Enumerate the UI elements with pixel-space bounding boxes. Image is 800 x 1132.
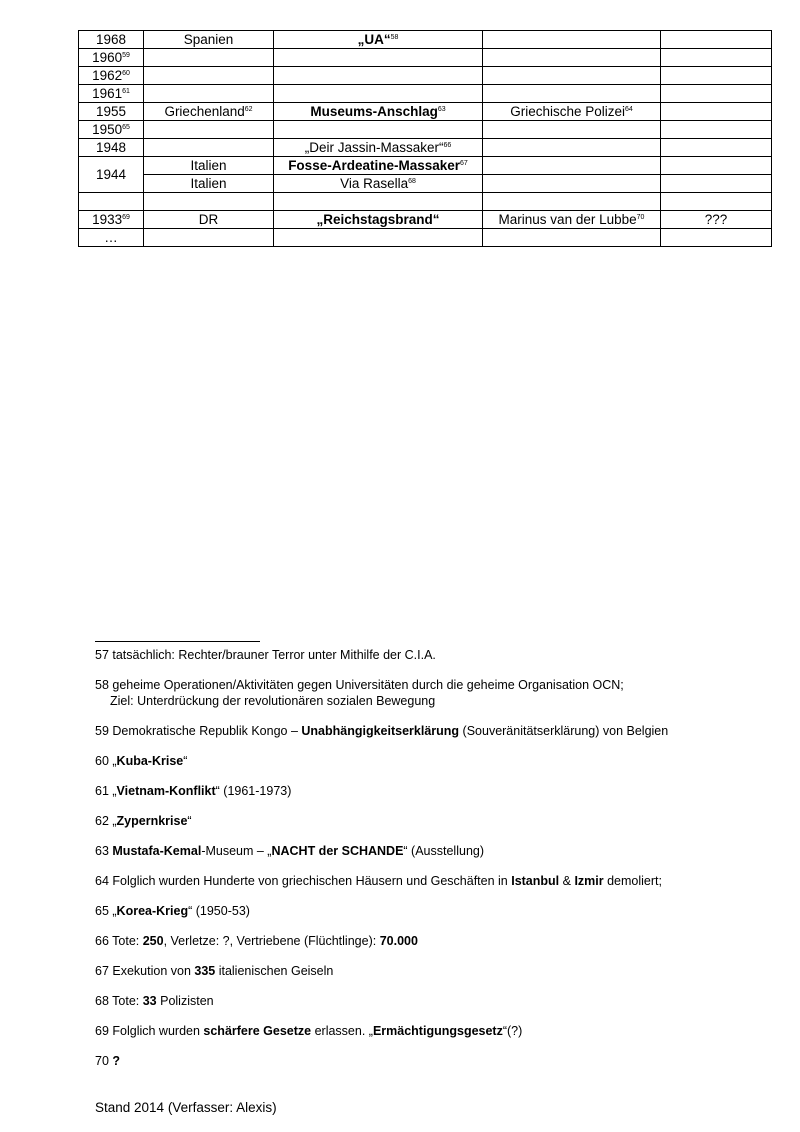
year-cell-text: 1968 (95, 32, 127, 47)
note-cell (661, 85, 772, 103)
country-cell (144, 211, 274, 229)
footnote-text: 69 Folglich wurden (95, 1024, 204, 1038)
footnote-text: -Museum – „ (201, 844, 272, 858)
note-cell (661, 193, 772, 211)
event-cell-text: „Deir Jassin-Massaker“ (304, 140, 444, 155)
footnote-text: 68 Tote: (95, 994, 143, 1008)
perpetrator-cell (483, 103, 661, 121)
footnote-text: 250 (142, 934, 164, 948)
perpetrator-cell (483, 193, 661, 211)
events-table-body (79, 31, 772, 247)
footnote-text: 33 (142, 994, 157, 1008)
table-row (79, 31, 772, 49)
footnote-text: , Verletze: ?, Vertriebene (Flüchtlinge): (163, 934, 380, 948)
table-row (79, 85, 772, 103)
footnote-text: 60 „ (95, 754, 117, 768)
note-cell (661, 139, 772, 157)
year-cell-text: 1933 (92, 212, 123, 227)
perpetrator-cell (483, 211, 661, 229)
event-cell-text: „Reichstagsbrand“ (316, 212, 440, 227)
footnote (95, 843, 785, 859)
note-cell (661, 121, 772, 139)
footnote-text: Vietnam-Konflikt (116, 784, 216, 798)
footnote-ref: 67 (460, 160, 468, 167)
perpetrator-cell (483, 85, 661, 103)
footnote-ref: 62 (244, 106, 253, 113)
footnote-text: Zypernkrise (116, 814, 188, 828)
perpetrator-cell (483, 139, 661, 157)
event-cell (274, 121, 483, 139)
footnote-ref: 59 (122, 52, 130, 59)
note-cell (661, 67, 772, 85)
footnote-text: erlassen. „ (311, 1024, 373, 1038)
footnote-ref: 65 (122, 124, 130, 131)
footnote (95, 963, 785, 979)
footnote-ref: 61 (122, 88, 130, 95)
footnote-text: schärfere Gesetze (203, 1024, 312, 1038)
event-cell (274, 193, 483, 211)
year-cell (79, 229, 144, 247)
footnote (95, 753, 785, 769)
country-cell-text: DR (198, 212, 219, 227)
footnote (95, 1023, 785, 1039)
country-cell (144, 193, 274, 211)
footnote-text: “ (Ausstellung) (403, 844, 485, 858)
footnotes (95, 647, 785, 1083)
country-cell (144, 229, 274, 247)
footnote-text: 66 Tote: (95, 934, 143, 948)
country-cell-text: Italien (190, 176, 227, 191)
footnote-separator (95, 641, 260, 642)
footnote (95, 933, 785, 949)
footnote-text: “ (187, 814, 192, 828)
footnote-text: italienischen Geiseln (215, 964, 334, 978)
footnote-ref: 68 (408, 178, 416, 185)
year-cell-text: 1960 (92, 50, 123, 65)
footnote-text: (Souveränitätserklärung) von Belgien (459, 724, 669, 738)
year-cell (79, 67, 144, 85)
footnote-continuation: Ziel: Unterdrückung der revolutionären sozialen Bewegung (110, 694, 436, 708)
table-row (79, 211, 772, 229)
perpetrator-cell (483, 49, 661, 67)
country-cell (144, 31, 274, 49)
table-row (79, 193, 772, 211)
country-cell (144, 85, 274, 103)
footnote-text: 335 (194, 964, 216, 978)
footnote (95, 677, 785, 709)
footnote-text: ? (112, 1054, 121, 1068)
event-cell-text: Fosse-Ardeatine-Massaker (288, 158, 461, 173)
perpetrator-cell (483, 121, 661, 139)
table-row (79, 139, 772, 157)
footnote-text: Kuba-Krise (116, 754, 184, 768)
footnote-text: 58 geheime Operationen/Aktivitäten gegen Universitäten durch die geheime Organisation OCN; (95, 678, 624, 692)
footnote-text: demoliert; (603, 874, 662, 888)
table-row (79, 229, 772, 247)
year-cell-text: 1961 (92, 86, 123, 101)
footnote-ref: 58 (390, 34, 399, 41)
footnote (95, 1053, 785, 1069)
footnote-text: 62 „ (95, 814, 117, 828)
footnote-text: 65 „ (95, 904, 117, 918)
footnote-text: & (559, 874, 575, 888)
footnote-text: Istanbul (511, 874, 560, 888)
year-cell (79, 157, 144, 193)
perpetrator-cell (483, 31, 661, 49)
perpetrator-cell (483, 229, 661, 247)
country-cell (144, 175, 274, 193)
year-cell (79, 121, 144, 139)
country-cell (144, 67, 274, 85)
event-cell (274, 31, 483, 49)
footnote-text: “(?) (502, 1024, 523, 1038)
event-cell (274, 157, 483, 175)
document-footer: Stand 2014 (Verfasser: Alexis) (95, 1100, 277, 1115)
footnote (95, 903, 785, 919)
year-cell (79, 49, 144, 67)
event-cell-text: Via Rasella (340, 176, 409, 191)
table-row (79, 49, 772, 67)
table-row (79, 67, 772, 85)
country-cell (144, 139, 274, 157)
note-cell (661, 31, 772, 49)
year-cell (79, 139, 144, 157)
footnote (95, 647, 785, 663)
table-row (79, 103, 772, 121)
footnote-text: NACHT der SCHANDE (271, 844, 404, 858)
table-row (79, 157, 772, 175)
footnote (95, 813, 785, 829)
footnote-text: Polizisten (156, 994, 214, 1008)
country-cell (144, 121, 274, 139)
event-cell-text: „UA“ (357, 32, 391, 47)
event-cell (274, 85, 483, 103)
note-cell (661, 49, 772, 67)
table-row (79, 175, 772, 193)
footnote-text: 64 Folglich wurden Hunderte von griechischen Häusern und Geschäften in (95, 874, 512, 888)
footnote-text: Unabhängigkeitserklärung (301, 724, 460, 738)
footnote-ref: 70 (636, 214, 645, 221)
perpetrator-cell (483, 157, 661, 175)
event-cell (274, 103, 483, 121)
year-cell (79, 103, 144, 121)
footnote-ref: 63 (437, 106, 446, 113)
footnote-text: Ermächtigungsgesetz (372, 1024, 503, 1038)
year-cell (79, 193, 144, 211)
event-cell (274, 49, 483, 67)
footnote-text: Korea-Krieg (116, 904, 189, 918)
year-cell (79, 31, 144, 49)
event-cell-text: Museums-Anschlag (310, 104, 438, 119)
year-cell-text: 1944 (95, 167, 127, 182)
country-cell-text: Spanien (183, 32, 234, 47)
events-table (78, 30, 772, 247)
perpetrator-cell (483, 67, 661, 85)
note-cell (661, 175, 772, 193)
footnote-text: 67 Exekution von (95, 964, 195, 978)
note-cell (661, 103, 772, 121)
event-cell (274, 229, 483, 247)
footnote-text: 70 (95, 1054, 113, 1068)
event-cell (274, 211, 483, 229)
year-cell-text: 1955 (95, 104, 127, 119)
year-cell-text: … (104, 230, 118, 245)
note-cell-text: ??? (704, 212, 728, 227)
country-cell (144, 49, 274, 67)
footnote-text: “ (1950-53) (188, 904, 250, 918)
perpetrator-cell (483, 175, 661, 193)
footnote-ref: 60 (122, 70, 130, 77)
footnote-text: 59 Demokratische Republik Kongo – (95, 724, 302, 738)
country-cell-text: Griechenland (164, 104, 245, 119)
event-cell (274, 67, 483, 85)
country-cell-text: Italien (190, 158, 227, 173)
footnote-ref: 66 (443, 142, 452, 149)
note-cell (661, 229, 772, 247)
footnote-text: 63 (95, 844, 113, 858)
year-cell-text: 1950 (92, 122, 123, 137)
year-cell (79, 211, 144, 229)
table-row (79, 121, 772, 139)
footnote (95, 783, 785, 799)
footnote (95, 873, 785, 889)
footnote-text: Izmir (574, 874, 604, 888)
event-cell (274, 175, 483, 193)
perpetrator-cell-text: Griechische Polizei (510, 104, 625, 119)
year-cell-text: 1948 (95, 140, 127, 155)
footnote-ref: 69 (122, 214, 130, 221)
event-cell (274, 139, 483, 157)
footnote-text: Mustafa-Kemal (112, 844, 202, 858)
footnote-text: “ (1961-1973) (215, 784, 292, 798)
year-cell (79, 85, 144, 103)
note-cell (661, 157, 772, 175)
footnote-text: “ (183, 754, 188, 768)
footnote-text: 70.000 (379, 934, 418, 948)
footnote-text: 61 „ (95, 784, 117, 798)
perpetrator-cell-text: Marinus van der Lubbe (498, 212, 637, 227)
country-cell (144, 103, 274, 121)
footnote (95, 723, 785, 739)
footnote-ref: 64 (625, 106, 633, 113)
note-cell (661, 211, 772, 229)
footnote-text: 57 tatsächlich: Rechter/brauner Terror unter Mithilfe der C.I.A. (95, 648, 436, 662)
year-cell-text: 1962 (92, 68, 123, 83)
footnote (95, 993, 785, 1009)
country-cell (144, 157, 274, 175)
